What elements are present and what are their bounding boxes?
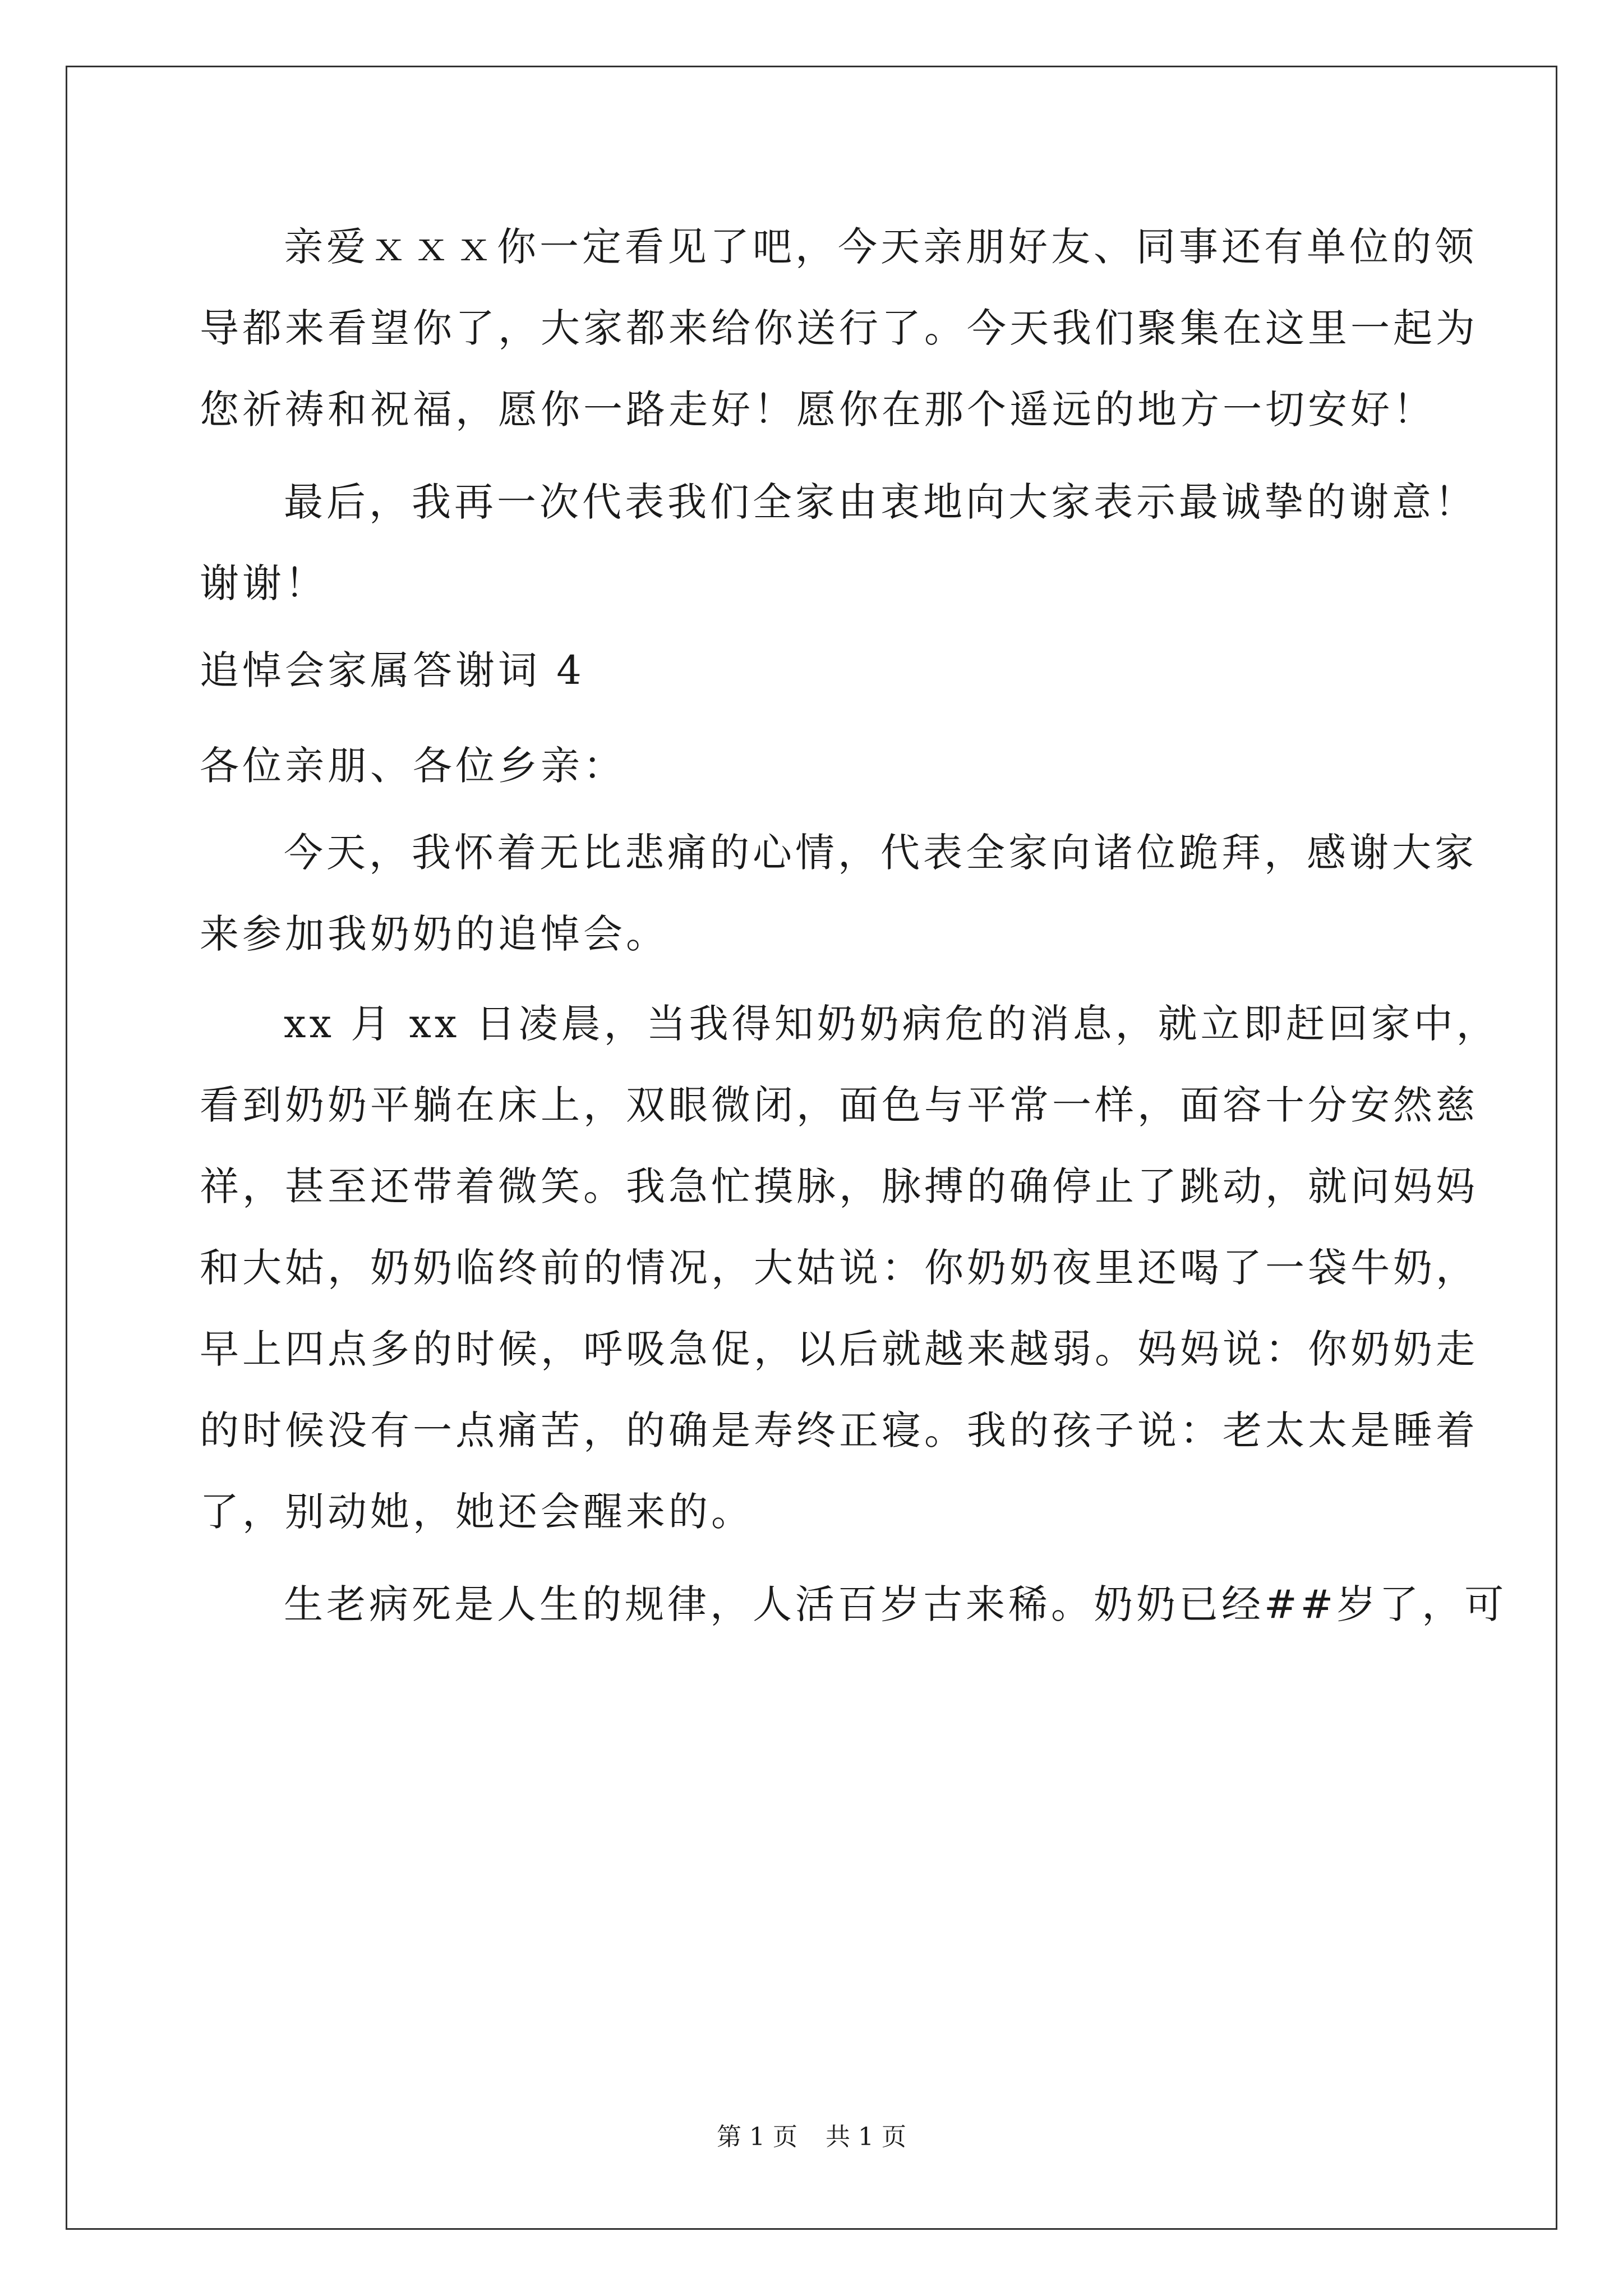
text-line: 谢谢！	[200, 560, 328, 606]
text-line: 早上四点多的时候，呼吸急促，以后就越来越弱。妈妈说：你奶奶走	[200, 1326, 1478, 1372]
page-number: 第 1 页	[717, 2123, 797, 2151]
text-line: 今天，我怀着无比悲痛的心情，代表全家向诸位跪拜，感谢大家	[284, 830, 1477, 876]
text-line: 导都来看望你了，大家都来给你送行了。今天我们聚集在这里一起为	[200, 305, 1478, 351]
text-line: 和大姑，奶奶临终前的情况，大姑说：你奶奶夜里还喝了一袋牛奶，	[200, 1245, 1478, 1291]
text-line: 了，别动她，她还会醒来的。	[200, 1489, 754, 1535]
text-line: 来参加我奶奶的追悼会。	[200, 911, 668, 957]
text-line: 您祈祷和祝福，愿你一路走好！愿你在那个遥远的地方一切安好！	[200, 386, 1436, 432]
section-heading: 追悼会家属答谢词 4	[200, 647, 585, 693]
text-line: 最后，我再一次代表我们全家由衷地向大家表示最诚挚的谢意！	[284, 479, 1477, 525]
page-footer	[0, 2120, 1623, 2154]
text-line: xx 月 xx 日凌晨，当我得知奶奶病危的消息，就立即赶回家中，	[284, 1001, 1499, 1047]
text-line: 亲爱ｘｘｘ你一定看见了吧，今天亲朋好友、同事还有单位的领	[284, 224, 1477, 270]
text-line: 生老病死是人生的规律，人活百岁古来稀。奶奶已经##岁了，可	[284, 1581, 1507, 1627]
text-line: 的时候没有一点痛苦，的确是寿终正寝。我的孩子说：老太太是睡着	[200, 1407, 1478, 1453]
page-total: 共 1 页	[826, 2123, 906, 2151]
salutation: 各位亲朋、各位乡亲：	[200, 743, 626, 789]
text-line: 祥，甚至还带着微笑。我急忙摸脉，脉搏的确停止了跳动，就问妈妈	[200, 1163, 1478, 1209]
text-line: 看到奶奶平躺在床上，双眼微闭，面色与平常一样，面容十分安然慈	[200, 1082, 1478, 1128]
